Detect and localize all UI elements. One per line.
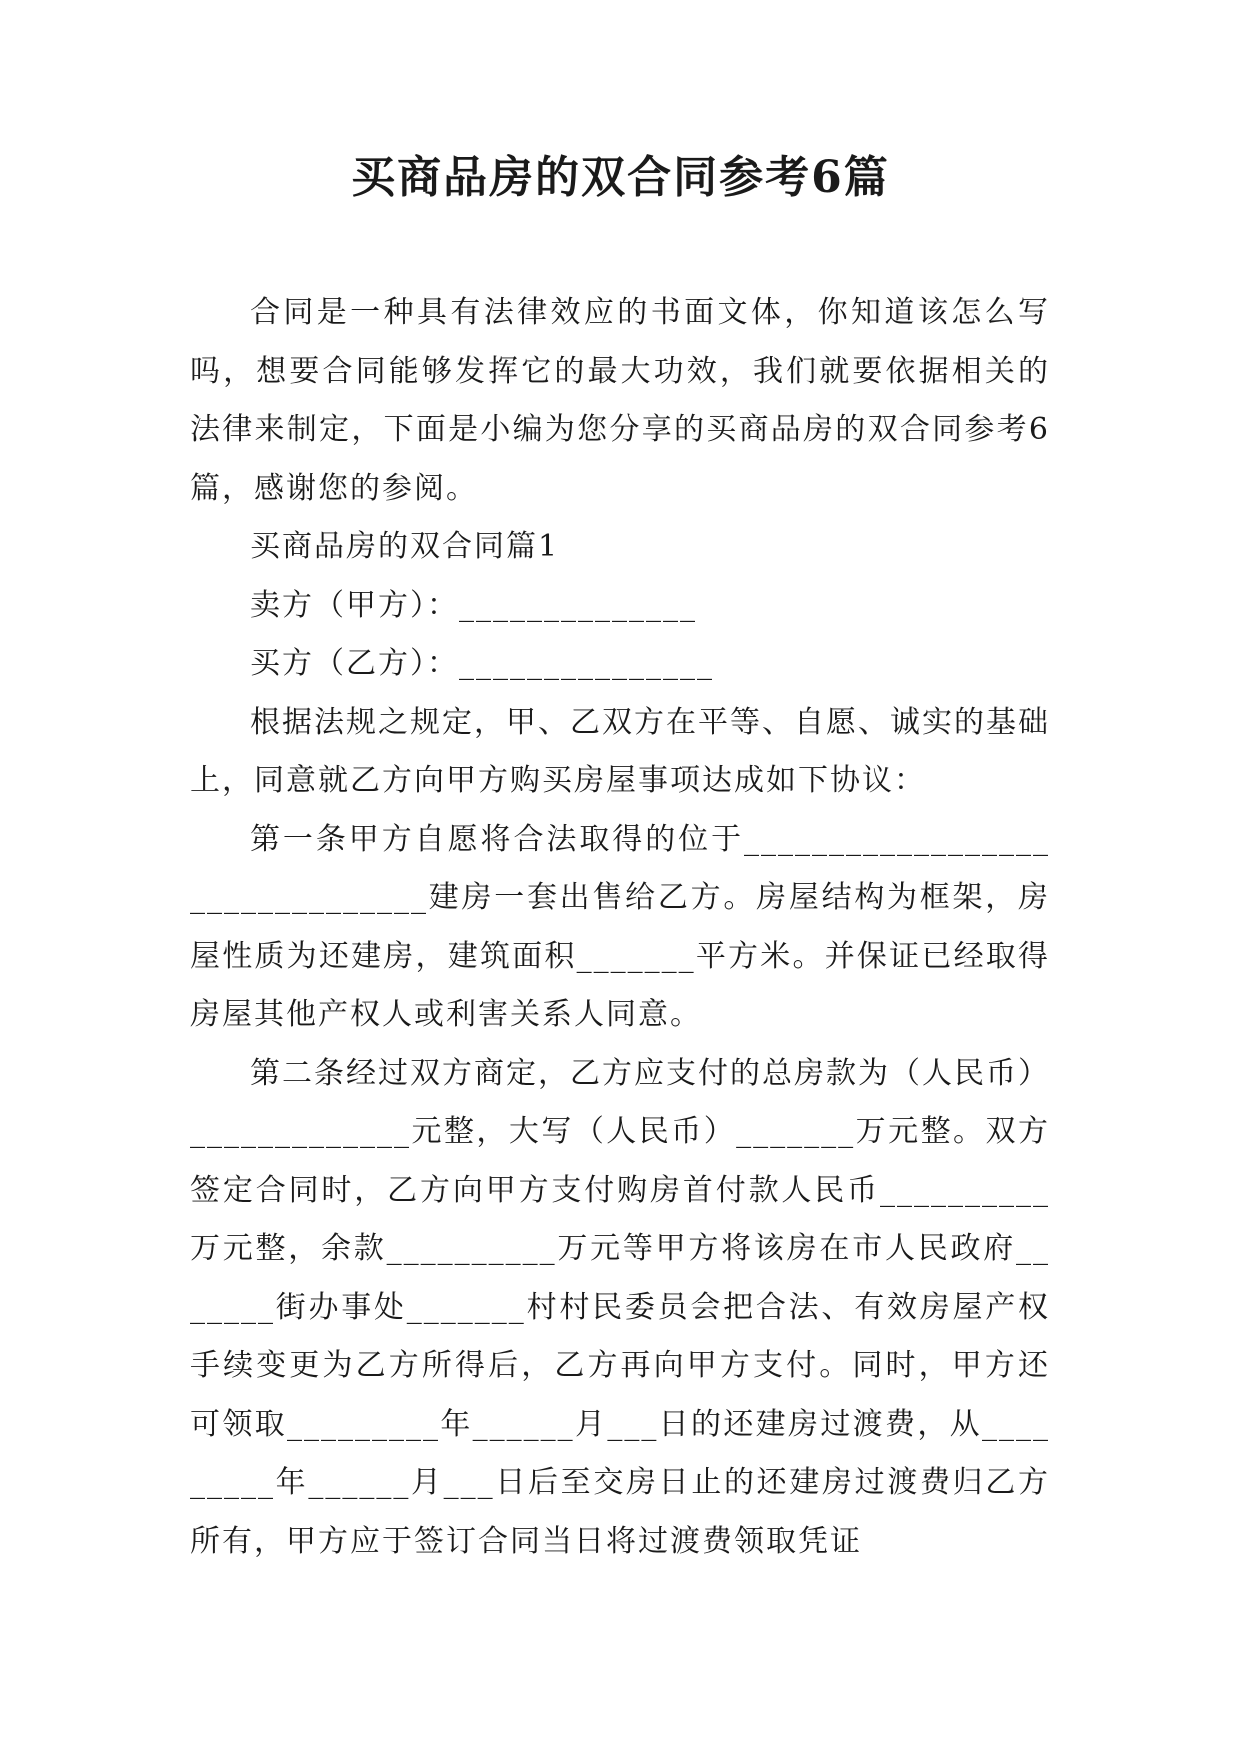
- article-1: 第一条甲方自愿将合法取得的位于________________________________建房一套出售给乙方。房屋结构为框架，房屋性质为还建房，建筑面积_______平方米。并保证已经取得房屋其他产权人或利害关系人同意。: [190, 821, 1050, 1032]
- article-2: 第二条经过双方商定，乙方应支付的总房款为（人民币）_____________元整，大写（人民币）_______万元整。双方签定合同时，乙方向甲方支付购房首付款人民币__________万元整，余款__________万元等甲方将该房在市人民政府_______街办事处_______村村民委员会把合法、有效房屋产权手续变更为乙方所得后，乙方再向甲方支付。同时，甲方还可领取_________年______月___日的还建房过渡费，从_________年______月___日后至交房日止的还建房过渡费归乙方所有，甲方应于签订合同当日将过渡费领取凭证: [190, 1055, 1050, 1559]
- section-heading: 买商品房的双合同篇1: [250, 529, 560, 564]
- agreement-preamble: 根据法规之规定，甲、乙双方在平等、自愿、诚实的基础上，同意就乙方向甲方购买房屋事项达成如下协议：: [190, 704, 1050, 798]
- seller-line: 卖方（甲方）：______________: [250, 587, 697, 623]
- buyer-line: 买方（乙方）：_______________: [250, 646, 714, 681]
- document-body: [190, 284, 1050, 1571]
- intro-paragraph: 合同是一种具有法律效应的书面文体，你知道该怎么写吗，想要合同能够发挥它的最大功效，我们就要依据相关的法律来制定，下面是小编为您分享的买商品房的双合同参考6篇，感谢您的参阅。: [190, 295, 1050, 506]
- document-title: 买商品房的双合同参考6篇: [351, 152, 890, 203]
